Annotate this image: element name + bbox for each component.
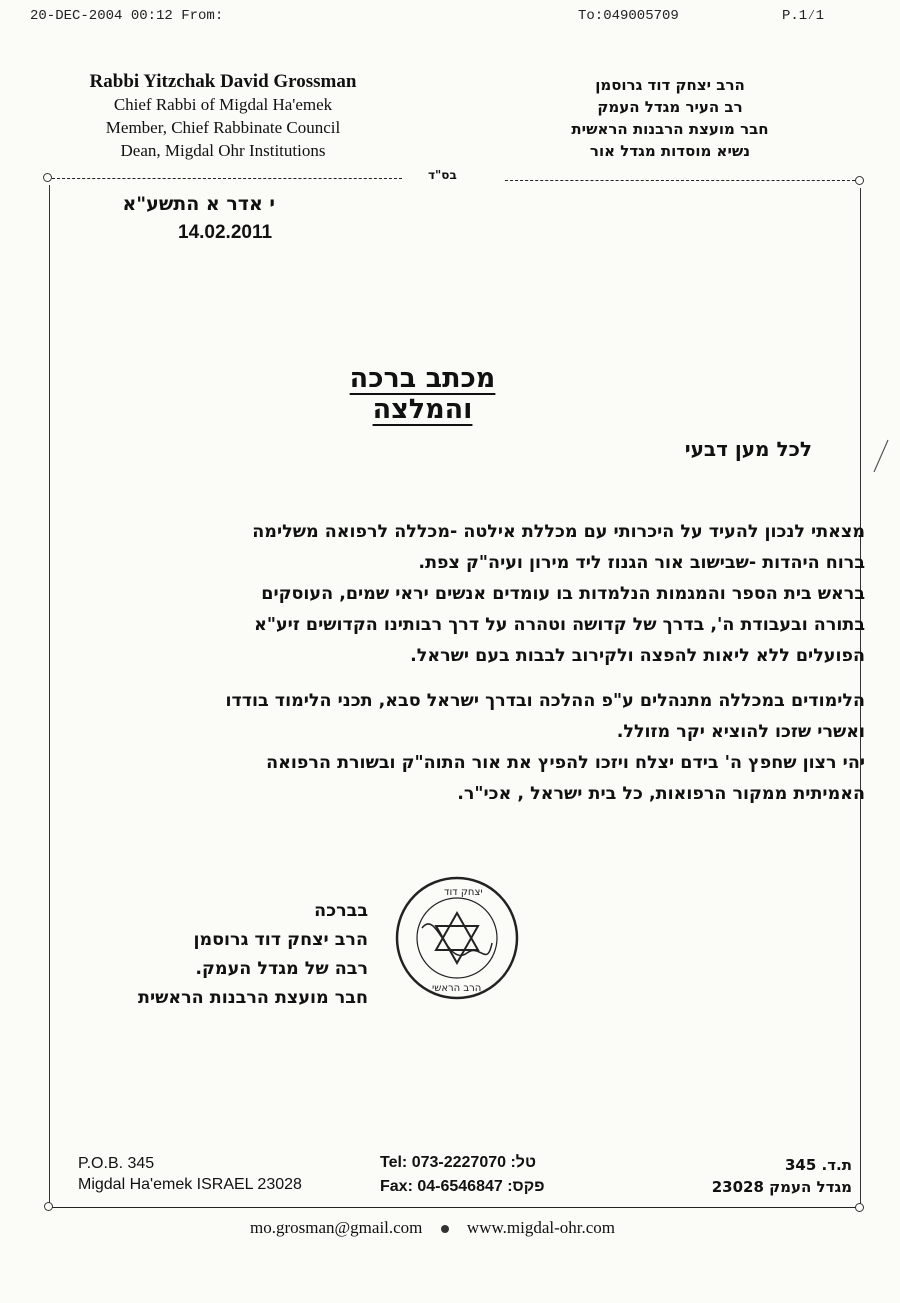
signer-name: הרב יצחק דוד גרוסמן bbox=[193, 930, 368, 950]
contact-line bbox=[250, 1218, 615, 1238]
date-gregorian: 14.02.2011 bbox=[178, 222, 273, 243]
body-line: בתורה ובעבודת ה', בדרך של קדושה וטהרה על דרך רבותינו הקדושים זיע"א bbox=[254, 615, 865, 635]
footer-address-he bbox=[712, 1154, 852, 1198]
title-line-2-he: חבר מועצת הרבנות הראשית bbox=[571, 120, 769, 138]
closing-greeting: בברכה bbox=[314, 901, 368, 921]
body-line: הלימודים במכללה מתנהלים ע"פ ההלכה ובדרך ישראל סבא, תכני הלימוד בודדו bbox=[225, 691, 865, 711]
title-line-1-he: רב העיר מגדל העמק bbox=[597, 98, 743, 116]
corner-dot-bottom-right bbox=[855, 1203, 864, 1212]
bsd-mark: בס"ד bbox=[428, 168, 457, 182]
corner-dot-top-right bbox=[855, 176, 864, 185]
title-line-3-en: Dean, Migdal Ohr Institutions bbox=[120, 141, 326, 160]
website-link[interactable]: www.migdal-ohr.com bbox=[466, 1218, 616, 1237]
closing-signature bbox=[108, 897, 368, 1013]
pob-en: P.O.B. 345 bbox=[78, 1155, 155, 1172]
fax-recipient: To:049005709 bbox=[578, 8, 679, 24]
pob-he: ת.ד. 345 bbox=[785, 1156, 852, 1174]
signer-title-1: רבה של מגדל העמק. bbox=[195, 959, 368, 979]
body-line: ואשרי שזכו להוציא יקר מזולל. bbox=[616, 722, 865, 742]
title-line-1-en: Chief Rabbi of Migdal Ha'emek bbox=[113, 95, 333, 114]
letterhead-hebrew bbox=[565, 74, 775, 162]
address-he: מגדל העמק 23028 bbox=[711, 1178, 852, 1196]
letterhead-english bbox=[78, 70, 368, 162]
body-paragraph-1 bbox=[85, 517, 865, 672]
body-line: בראש בית הספר והמגמות הנלמדות בו עומדים אנשים יראי שמים, העוסקים bbox=[261, 584, 865, 604]
body-line: יהי רצון שחפץ ה' בידם יצלח ויזכו להפיץ את אור התוה"ק ובשורת הרפואה bbox=[266, 753, 865, 773]
corner-dot-bottom-left bbox=[44, 1202, 53, 1211]
rabbi-name-en: Rabbi Yitzchak David Grossman bbox=[89, 71, 357, 92]
body-line: ברוח היהדות -שבישוב אור הגנוז ליד מירון ועיה"ק צפת. bbox=[418, 553, 865, 573]
title-line-2-en: Member, Chief Rabbinate Council bbox=[105, 118, 341, 137]
fax-page-number: P.1⁄1 bbox=[782, 8, 825, 24]
bullet-separator bbox=[441, 1225, 449, 1233]
margin-pen-mark bbox=[870, 438, 890, 478]
corner-dot-top-left bbox=[43, 173, 52, 182]
signer-title-2: חבר מועצת הרבנות הראשית bbox=[137, 988, 368, 1008]
letter-title: מכתב ברכה והמלצה bbox=[349, 363, 496, 425]
body-paragraph-2 bbox=[85, 686, 865, 810]
fax-number: Fax: 04-6546847 :פקס bbox=[380, 1178, 545, 1195]
body-line: האמיתית ממקור הרפואות, כל בית ישראל , אכי"ר. bbox=[457, 784, 865, 804]
svg-text:יצחק דוד: יצחק דוד bbox=[444, 887, 483, 898]
address-en: Migdal Ha'emek ISRAEL 23028 bbox=[78, 1176, 302, 1193]
top-rule-right bbox=[505, 180, 855, 181]
date-hebrew: י אדר א התשע"א bbox=[122, 193, 275, 215]
top-rule-left bbox=[52, 178, 402, 179]
body-line: הפועלים ללא ליאות להפצה ולקירוב לבבות בעם ישראל. bbox=[410, 646, 865, 666]
footer-address-en bbox=[78, 1153, 302, 1195]
svg-text:הרב הראשי: הרב הראשי bbox=[432, 983, 482, 994]
fax-timestamp: 20-DEC-2004 00:12 From: bbox=[30, 8, 224, 24]
salutation: לכל מען דבעי bbox=[684, 437, 812, 461]
title-line-3-he: נשיא מוסדות מגדל אור bbox=[589, 142, 751, 160]
telephone: Tel: 073-2227070 :טל bbox=[380, 1154, 536, 1171]
body-line: מצאתי לנכון להעיד על היכרותי עם מכללת אילטה -מכללה לרפואה משלימה bbox=[252, 522, 865, 542]
bottom-rule bbox=[52, 1207, 860, 1208]
left-border bbox=[49, 185, 50, 1203]
email-link[interactable]: mo.grosman@gmail.com bbox=[250, 1218, 423, 1237]
rabbinical-stamp bbox=[392, 873, 522, 1003]
footer-phone-fax bbox=[380, 1151, 545, 1199]
rabbi-name-he: הרב יצחק דוד גרוסמן bbox=[595, 76, 745, 94]
